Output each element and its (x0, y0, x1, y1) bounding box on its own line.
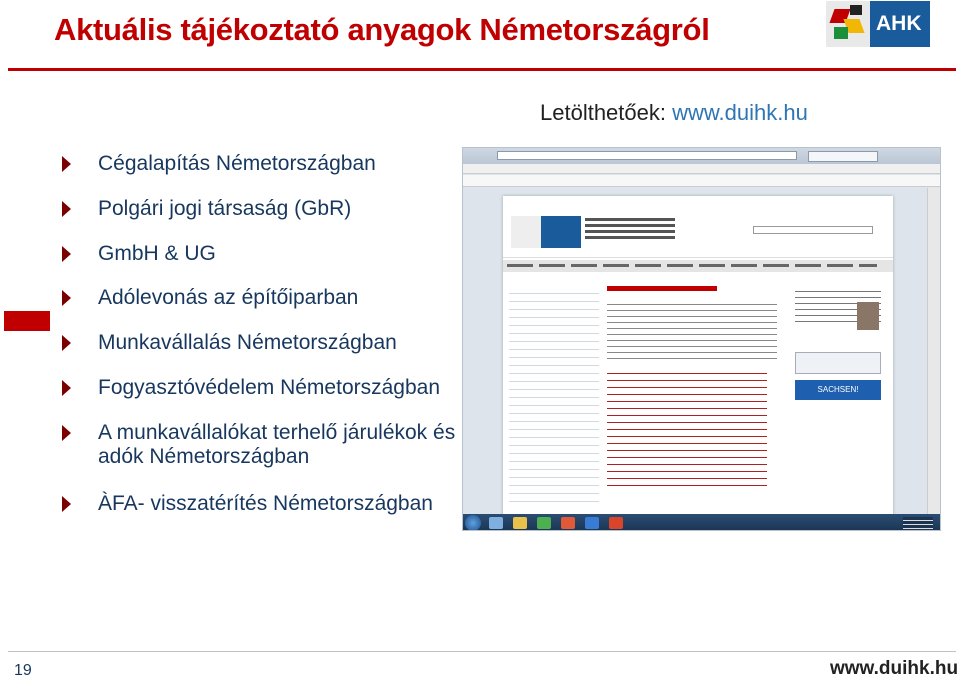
windows-taskbar (463, 514, 941, 531)
ie-icon (489, 517, 503, 529)
explorer-icon (513, 517, 527, 529)
browser-scrollbar (927, 188, 941, 514)
windows-start-icon (465, 515, 481, 531)
bullet-text: GmbH & UG (98, 242, 216, 265)
website-screenshot (462, 147, 941, 531)
website-logo-icon (511, 216, 581, 248)
bullet-text: Cégalapítás Németországban (98, 152, 376, 175)
bullet-arrow-icon (62, 335, 71, 351)
bullet-text: A munkavállalókat terhelő járulékok és adók Németországban (98, 421, 456, 468)
bullet-arrow-icon (62, 201, 71, 217)
download-note (540, 100, 808, 126)
bullet-arrow-icon (62, 290, 71, 306)
bullet-item (62, 197, 472, 221)
website-contact-panel (795, 286, 885, 486)
bullet-text: Munkavállalás Németországban (98, 331, 397, 354)
browser-address-bar (463, 148, 941, 164)
bullet-arrow-icon (62, 425, 71, 441)
bullet-item (62, 421, 472, 469)
ahk-logo (826, 1, 930, 47)
footer-divider (8, 651, 956, 652)
website-header (503, 196, 893, 258)
download-label: Letölthetőek: (540, 100, 673, 125)
browser-favorites-bar (463, 175, 941, 187)
red-side-marker (4, 311, 50, 331)
sachsen-banner: SACHSEN! (795, 380, 881, 400)
title-divider (8, 68, 956, 71)
bullet-arrow-icon (62, 246, 71, 262)
footer-url[interactable]: www.duihk.hu (830, 658, 959, 679)
banner-placeholder (795, 352, 881, 374)
bullet-item (62, 331, 472, 355)
taskbar-clock (903, 517, 933, 529)
download-link[interactable]: www.duihk.hu (672, 100, 808, 125)
chrome-icon (561, 517, 575, 529)
slide-title: Aktuális tájékoztató anyagok Németországról (54, 12, 710, 47)
bullet-text: Polgári jogi társaság (GbR) (98, 197, 352, 220)
contact-photo (857, 302, 879, 330)
bullet-arrow-icon (62, 496, 71, 512)
bullet-arrow-icon (62, 156, 71, 172)
bullet-item (62, 376, 472, 400)
website-nav (503, 260, 893, 272)
outlook-icon (585, 517, 599, 529)
website-main-content (607, 286, 787, 506)
bullet-arrow-icon (62, 380, 71, 396)
browser-menu-bar (463, 164, 941, 174)
media-icon (537, 517, 551, 529)
powerpoint-icon (609, 517, 623, 529)
page-number: 19 (14, 662, 32, 679)
bullet-text: Adólevonás az építőiparban (98, 286, 359, 309)
website-search-box (753, 226, 873, 234)
website-sidebar (509, 286, 599, 506)
ahk-logo-text: AHK (876, 12, 922, 35)
bullet-item (62, 286, 472, 310)
website-page (503, 196, 893, 516)
bullet-item (62, 242, 472, 266)
bullet-item (62, 492, 472, 516)
bullet-item (62, 152, 472, 176)
ahk-logo-mark-icon (826, 1, 870, 47)
bullet-text: ÀFA- visszatérítés Németországban (98, 492, 433, 515)
bullet-text: Fogyasztóvédelem Németországban (98, 376, 441, 399)
